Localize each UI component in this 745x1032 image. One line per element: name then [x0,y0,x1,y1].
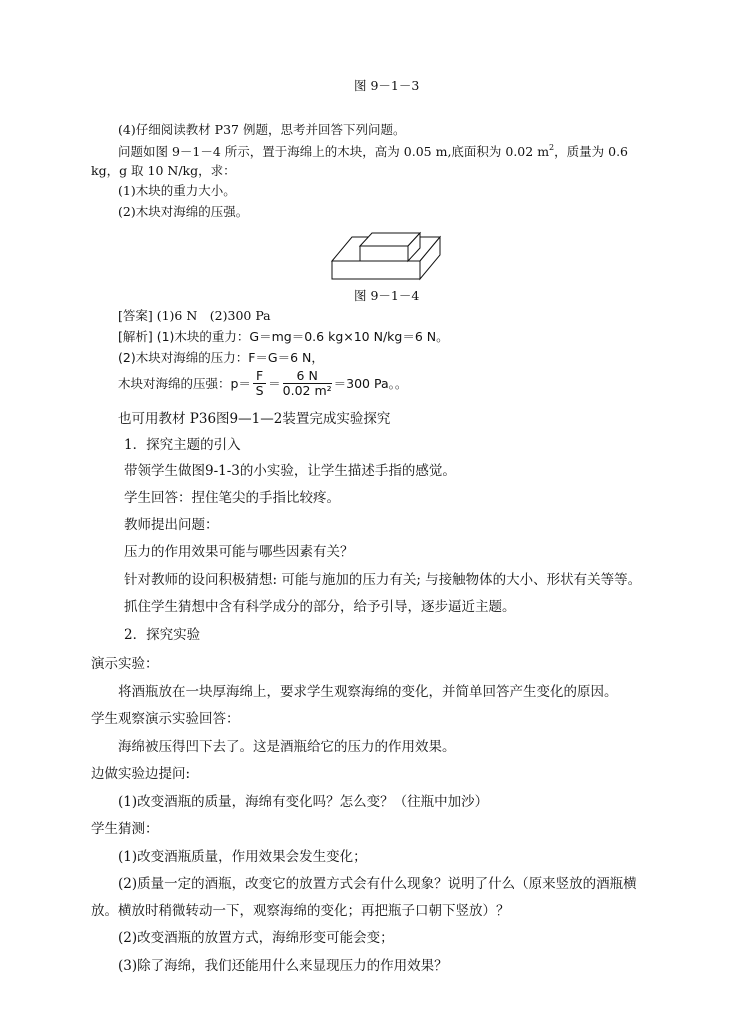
superscript: 2 [549,143,555,152]
analysis-3 [118,369,407,398]
item-4-intro: (4)仔细阅读教材 P37 例题，思考并回答下列问题。 [118,122,406,137]
analysis-2: (2)木块对海绵的压力：F＝G＝6 N， [118,350,324,365]
analysis-1: [解析] (1)木块的重力：G＝mg＝0.6 kg×10 N/kg＝6 N。 [118,329,449,344]
figure-caption-9-1-4: 图 9－1－4 [354,288,420,303]
guess-2-line-1: (2)质量一定的酒瓶，改变它的放置方式会有什么现象？说明了什么（原来竖放的酒瓶横 [118,876,637,892]
question-label: 边做实验边提问: [91,766,191,782]
answer: [答案] (1)6 N (2)300 Pa [118,308,271,323]
observation-text: 海绵被压得凹下去了。这是酒瓶给它的压力的作用效果。 [118,739,456,755]
figure-caption-9-1-3: 图 9－1－3 [354,78,420,93]
section-1-paragraph-3: 教师提出问题： [124,517,219,533]
problem-text-b: ，质量为 0.6 [554,144,628,159]
demo-text: 将酒瓶放在一块厚海绵上，要求学生观察海绵的变化，并简单回答产生变化的原因。 [118,684,618,700]
fraction-f-over-s [253,369,266,398]
fraction-value-denominator: 0.02 m² [282,382,332,398]
section-1-paragraph-6: 抓住学生猜想中含有科学成分的部分，给予引导，逐步逼近主题。 [124,599,516,615]
problem-line-2: kg，g 取 10 N/kg，求： [91,163,236,178]
question-1: (1)木块的重力大小。 [118,183,236,198]
analysis-3-prefix: 木块对海绵的压强：p＝ [118,375,251,391]
fraction-values [283,369,332,398]
section-1-paragraph-2: 学生回答：捏住笔尖的手指比较疼。 [124,490,340,506]
block-front-face [360,246,408,261]
guess-2-line-2: 放。横放时稍微转动一下，观察海绵的变化；再把瓶子口朝下竖放）？ [91,903,510,919]
section-1-paragraph-5: 针对教师的设问积极猜想: 可能与施加的压力有关; 与接触物体的大小、形状有关等等。 [124,572,642,588]
demo-label: 演示实验： [91,656,159,672]
fraction-denominator: S [255,382,264,398]
observation-label: 学生观察演示实验回答： [91,711,240,727]
sponge-front-face [332,261,420,279]
problem-text-a: 问题如图 9－1－4 所示，置于海绵上的木块，高为 0.05 m,底面积为 0.02 m [118,144,550,159]
question-2: (2)木块对海绵的压强。 [118,204,249,219]
guess-3: (2)改变酒瓶的放置方式，海绵形变可能会变； [118,930,394,946]
fraction-numerator: F [253,369,266,384]
fraction-value-numerator: 6 N [283,369,332,384]
alt-method: 也可用教材 P36图9—1—2装置完成实验探究 [118,411,391,427]
guess-1: (1)改变酒瓶质量，作用效果会发生变化； [118,849,367,865]
guess-4: (3)除了海绵，我们还能用什么来显现压力的作用效果？ [118,958,448,974]
section-1-paragraph-4: 压力的作用效果可能与哪些因素有关？ [124,544,354,560]
section-2-title: 2．探究实验 [124,627,201,643]
section-1-title: 1．探究主题的引入 [124,437,241,453]
problem-line-1 [118,143,628,159]
section-1-paragraph-1: 带领学生做图9-1-3的小实验，让学生描述手指的感觉。 [124,463,456,479]
guess-label: 学生猜测： [91,821,159,837]
equals-sign: ＝ [268,375,281,391]
block-on-sponge-figure [330,224,442,286]
question-text: (1)改变酒瓶的质量，海绵有变化吗？怎么变？（往瓶中加沙） [118,794,489,810]
block-on-sponge-drawing [330,224,442,286]
analysis-3-suffix: ＝300 Pa。。 [333,375,408,391]
